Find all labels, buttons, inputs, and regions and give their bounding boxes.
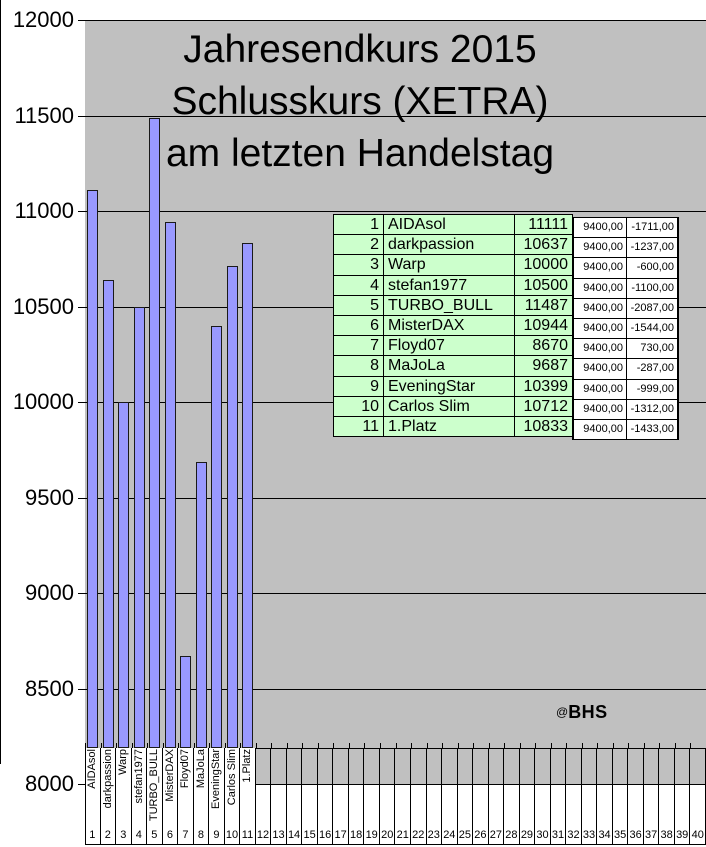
chart-title-line: am letzten Handelstag (165, 132, 555, 175)
rank-cell: 7 (334, 336, 384, 356)
watermark (556, 702, 608, 723)
table-row (334, 336, 573, 356)
x-cell-4 (132, 748, 148, 844)
x-cell-23 (427, 748, 443, 844)
table-row (334, 276, 573, 296)
gridline-11000 (85, 211, 706, 212)
value-cell: 10500 (515, 276, 573, 296)
chart-title (60, 24, 660, 180)
x-axis-number-label: 18 (350, 829, 363, 841)
diff-table-row (574, 299, 679, 319)
y-axis-label: 10000 (12, 389, 74, 414)
diff-table-row (574, 319, 679, 339)
value-cell: 10833 (515, 417, 573, 437)
x-axis-category-label: AIDAsol (86, 749, 98, 789)
name-cell: EveningStar (384, 377, 515, 397)
rank-cell: 5 (334, 296, 384, 316)
x-cell-15 (302, 748, 318, 844)
diff-cell: -999,00 (627, 380, 679, 400)
x-axis-number-label: 5 (151, 829, 158, 841)
bar-1.Platz (242, 243, 253, 748)
x-cell-10 (225, 748, 241, 844)
x-cell-8 (194, 748, 210, 844)
base-cell: 9400,00 (574, 299, 627, 319)
base-cell: 9400,00 (574, 218, 627, 238)
gridline-9000 (85, 593, 706, 594)
x-cell-29 (520, 748, 536, 844)
x-axis-number-label: 24 (443, 829, 456, 841)
bar-Carlos Slim (227, 266, 238, 748)
x-axis-number-label: 32 (567, 829, 580, 841)
y-axis-tick (78, 689, 85, 690)
x-axis-category-label: Floyd07 (179, 749, 192, 789)
x-cell-5 (147, 748, 163, 844)
x-axis-number-label: 11 (241, 829, 254, 841)
x-axis-category-label: EveningStar (210, 749, 223, 809)
x-axis-number-label: 29 (520, 829, 534, 841)
rank-cell: 4 (334, 276, 384, 296)
x-cell-34 (597, 748, 613, 844)
x-cell-26 (473, 748, 489, 844)
x-axis-number-label: 34 (598, 829, 611, 841)
x-cell-17 (333, 748, 349, 844)
name-cell: 1.Platz (384, 417, 515, 437)
x-cell-9 (209, 748, 225, 844)
value-cell: 10000 (515, 255, 573, 275)
x-axis-number-label: 33 (582, 829, 596, 841)
x-cell-28 (504, 748, 520, 844)
x-cell-2 (101, 748, 117, 844)
x-axis-category-label: Carlos Slim (225, 749, 238, 806)
bar-darkpassion (103, 280, 114, 748)
diff-cell: -1100,00 (627, 279, 679, 299)
x-cell-24 (442, 748, 458, 844)
value-cell: 9687 (515, 356, 573, 376)
table-row (334, 356, 573, 376)
x-cell-6 (163, 748, 179, 844)
x-cell-32 (566, 748, 582, 844)
x-axis-number-label: 19 (365, 829, 378, 841)
x-axis-number-label: 10 (225, 829, 239, 841)
rank-cell: 1 (334, 215, 384, 235)
table-row (334, 316, 573, 336)
table-row (334, 377, 573, 397)
chart-title-line: Schlusskurs (XETRA) (171, 80, 549, 123)
y-axis-label: 10500 (12, 293, 74, 319)
diff-cell: -1711,00 (627, 218, 679, 238)
x-axis-category-label: MisterDAX (163, 749, 176, 802)
x-axis-number-label: 2 (104, 829, 111, 841)
x-cell-27 (489, 748, 505, 844)
diff-cell: -1433,00 (627, 420, 679, 440)
bar-MisterDAX (165, 222, 176, 748)
name-cell: TURBO_BULL (384, 296, 515, 316)
diff-table-row (574, 218, 679, 238)
diff-table-row (574, 359, 679, 379)
name-cell: MisterDAX (384, 316, 515, 336)
chart-title-line: Jahresendkurs 2015 (183, 28, 537, 71)
table-row (334, 296, 573, 316)
x-cell-36 (628, 748, 644, 844)
x-cell-35 (613, 748, 629, 844)
rank-cell: 2 (334, 235, 384, 255)
ranking-table (333, 214, 573, 437)
diff-cell: -287,00 (627, 359, 679, 379)
diff-table-row (574, 420, 679, 440)
x-cell-11 (240, 748, 256, 844)
value-cell: 10637 (515, 235, 573, 255)
x-cell-37 (644, 748, 660, 844)
x-axis-number-label: 28 (505, 829, 518, 841)
value-cell: 10712 (515, 397, 573, 417)
rank-cell: 11 (334, 417, 384, 437)
x-axis-category-label: TURBO_BULL (148, 749, 161, 822)
base-cell: 9400,00 (574, 420, 627, 440)
rank-cell: 6 (334, 316, 384, 336)
bar-Warp (118, 402, 129, 748)
y-axis-tick (78, 498, 85, 499)
x-cell-14 (287, 748, 303, 844)
x-axis-number-label: 6 (166, 829, 173, 841)
x-axis-number-label: 22 (412, 829, 425, 841)
name-cell: Carlos Slim (384, 397, 515, 417)
x-axis-number-label: 30 (536, 829, 549, 841)
y-axis-tick (78, 307, 85, 308)
diff-table-row (574, 400, 679, 420)
value-cell: 8670 (515, 336, 573, 356)
x-cell-38 (659, 748, 675, 844)
table-row (334, 417, 573, 437)
bar-AIDAsol (87, 190, 98, 748)
bar-TURBO_BULL (149, 118, 160, 748)
x-axis-number-label: 12 (256, 829, 270, 841)
x-axis-number-label: 40 (691, 829, 704, 841)
x-axis-number-label: 7 (182, 829, 189, 841)
value-cell: 10944 (515, 316, 573, 336)
diff-cell: -1312,00 (627, 400, 679, 420)
x-axis-number-label: 26 (474, 829, 487, 841)
x-cell-19 (364, 748, 380, 844)
diff-table-row (574, 279, 679, 299)
x-axis-category-label: darkpassion (101, 749, 114, 809)
x-axis-number-label: 8 (197, 829, 204, 841)
name-cell: Floyd07 (384, 336, 515, 356)
y-axis-label: 9000 (25, 580, 74, 605)
x-axis-number-label: 13 (272, 829, 285, 841)
x-axis-number-label: 25 (458, 829, 471, 841)
x-cell-1 (85, 748, 101, 844)
diff-cell: 730,00 (627, 339, 679, 359)
y-axis-tick (78, 211, 85, 212)
x-cell-18 (349, 748, 365, 844)
table-row (334, 235, 573, 255)
diff-table-row (574, 380, 679, 400)
x-axis-number-label: 3 (120, 829, 127, 841)
x-axis-number-label: 15 (303, 829, 316, 841)
y-axis-label: 11500 (14, 102, 74, 128)
x-axis-number-label: 23 (427, 829, 440, 841)
base-cell: 9400,00 (574, 319, 627, 339)
base-cell: 9400,00 (574, 339, 627, 359)
x-cell-16 (318, 748, 334, 844)
watermark-text: BHS (568, 702, 608, 722)
gridline-12000 (85, 20, 706, 21)
y-axis-tick (78, 593, 85, 594)
x-axis-category-label: Warp (117, 749, 130, 775)
value-cell: 10399 (515, 377, 573, 397)
x-cell-22 (411, 748, 427, 844)
x-cell-25 (458, 748, 474, 844)
diff-cell: -1544,00 (627, 319, 679, 339)
x-axis-number-label: 17 (334, 829, 347, 841)
x-cell-3 (116, 748, 132, 844)
value-cell: 11487 (515, 296, 573, 316)
x-axis-number-label: 20 (381, 829, 394, 841)
y-axis-label: 8500 (25, 675, 74, 701)
difference-table (572, 217, 679, 440)
x-cells-left-border (85, 748, 86, 844)
x-cell-31 (551, 748, 567, 844)
watermark-at-sign: @ (556, 705, 569, 719)
x-cell-13 (271, 748, 287, 844)
x-axis-number-label: 31 (551, 829, 565, 841)
base-cell: 9400,00 (574, 400, 627, 420)
y-axis-tick (78, 402, 85, 403)
x-axis-number-label: 9 (213, 829, 220, 841)
gridline-8500 (85, 689, 706, 690)
rank-cell: 3 (334, 255, 384, 275)
value-cell: 11111 (515, 215, 573, 235)
x-axis-number-label: 36 (629, 829, 642, 841)
base-cell: 9400,00 (574, 258, 627, 278)
name-cell: darkpassion (384, 235, 515, 255)
name-cell: Warp (384, 255, 515, 275)
y-axis-label: 11000 (14, 198, 74, 223)
y-axis-label: 8000 (25, 771, 74, 796)
diff-cell: -2087,00 (627, 299, 679, 319)
bar-Floyd07 (180, 656, 191, 748)
diff-table-row (574, 258, 679, 278)
x-axis-category-label: 1.Platz (241, 749, 254, 783)
diff-table-row (574, 339, 679, 359)
x-cell-20 (380, 748, 396, 844)
base-cell: 9400,00 (574, 359, 627, 379)
diff-cell: -1237,00 (627, 238, 679, 258)
x-axis-number-label: 14 (287, 829, 301, 841)
x-cell-33 (582, 748, 598, 844)
rank-cell: 10 (334, 397, 384, 417)
name-cell: stefan1977 (384, 276, 515, 296)
y-axis-tick (78, 784, 85, 785)
x-axis-number-label: 39 (676, 829, 689, 841)
diff-table-row (574, 238, 679, 258)
rank-cell: 9 (334, 377, 384, 397)
base-cell: 9400,00 (574, 279, 627, 299)
name-cell: MaJoLa (384, 356, 515, 376)
x-axis-number-label: 21 (396, 829, 409, 841)
name-cell: AIDAsol (384, 215, 515, 235)
y-axis-tick (78, 20, 85, 21)
x-cell-12 (256, 748, 272, 844)
x-cells-bottom-border (85, 844, 706, 845)
x-axis-number-label: 38 (660, 829, 673, 841)
x-cell-40 (690, 748, 706, 844)
bar-stefan1977 (134, 307, 145, 749)
x-axis-number-label: 27 (489, 829, 503, 841)
bar-EveningStar (211, 326, 222, 748)
x-axis-number-label: 35 (613, 829, 627, 841)
base-cell: 9400,00 (574, 238, 627, 258)
table-row (334, 255, 573, 275)
x-cell-7 (178, 748, 194, 844)
table-row (334, 215, 573, 235)
y-axis-label: 9500 (25, 484, 74, 510)
x-axis-category-label: stefan1977 (132, 749, 145, 804)
x-axis-number-label: 1 (89, 829, 96, 841)
x-axis-number-label: 4 (135, 829, 142, 841)
rank-cell: 8 (334, 356, 384, 376)
base-cell: 9400,00 (574, 380, 627, 400)
y-axis-label: 12000 (12, 7, 74, 32)
table-row (334, 397, 573, 417)
x-axis-category-label: MaJoLa (194, 749, 207, 789)
gridline-9500 (85, 498, 706, 499)
bar-MaJoLa (196, 462, 207, 748)
diff-cell: -600,00 (627, 258, 679, 278)
x-cell-39 (675, 748, 691, 844)
x-axis-number-label: 37 (645, 829, 658, 841)
x-cell-30 (535, 748, 551, 844)
x-cell-21 (396, 748, 412, 844)
x-axis-number-label: 16 (319, 829, 332, 841)
